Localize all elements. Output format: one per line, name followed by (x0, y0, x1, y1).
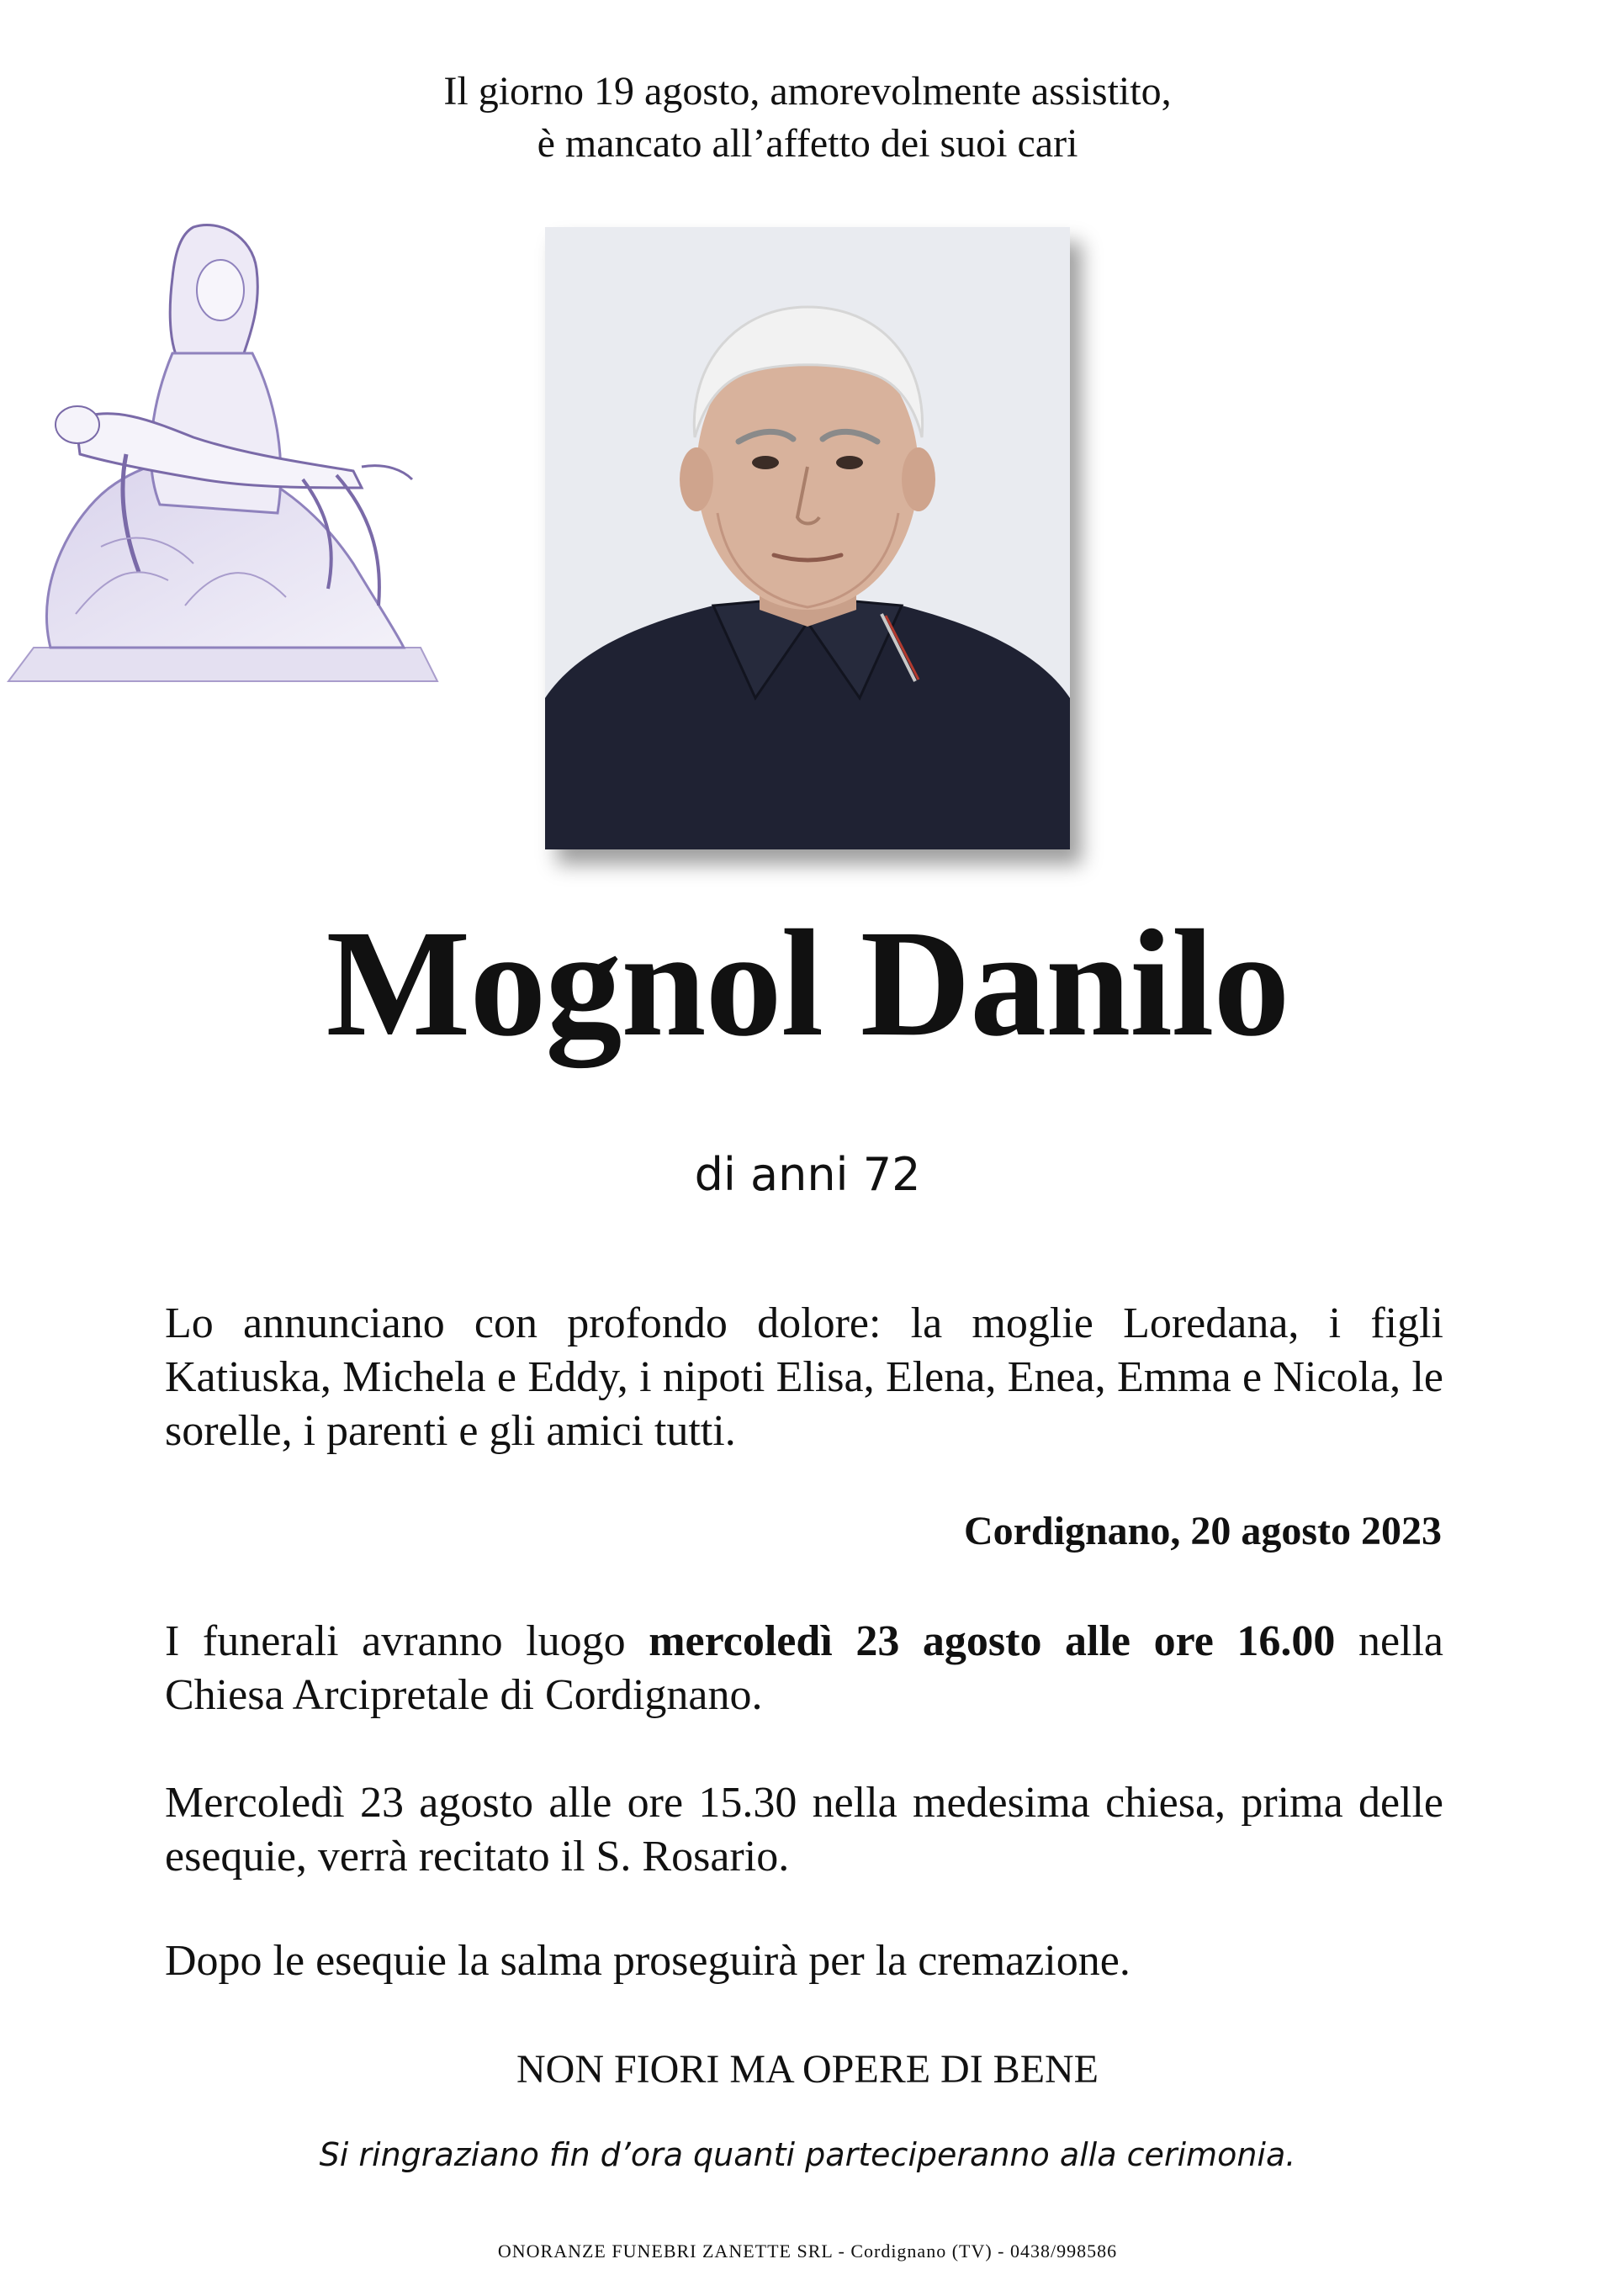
funeral-suffix: nella Chiesa Arcipretale di Cordignano. (165, 1617, 1444, 1719)
intro-line-2: è mancato all’affetto dei suoi cari (537, 121, 1078, 166)
intro-line-1: Il giorno 19 agosto, amorevolmente assistito, (443, 69, 1172, 114)
funeral-home-footer: ONORANZE FUNEBRI ZANETTE SRL - Cordignano (TV) - 0438/998586 (497, 2240, 1118, 2262)
announcement-paragraph: Lo annunciano con profondo dolore: la moglie Loredana, i figli Katiuska, Michela e Eddy, i nipoti Elisa, Elena, Enea, Emma e Nicola, le sorelle, i parenti e gli amici tutti. (165, 1299, 1443, 1455)
no-flowers-note: NON FIORI MA OPERE DI BENE (516, 2047, 1099, 2092)
portrait-photo (545, 227, 1070, 849)
cremation-paragraph: Dopo le esequie la salma proseguirà per la cremazione. (165, 1937, 1130, 1985)
funeral-datetime: mercoledì 23 agosto alle ore 16.00 (649, 1617, 1336, 1665)
place-date: Cordignano, 20 agosto 2023 (963, 1509, 1442, 1553)
pieta-illustration (0, 210, 458, 706)
funeral-paragraph (165, 1615, 1443, 1722)
funeral-prefix: I funerali avranno luogo (165, 1617, 649, 1665)
deceased-age: di anni 72 (694, 1148, 921, 1201)
pieta-artwork (0, 210, 458, 706)
intro-text (0, 66, 1615, 170)
portrait-illustration (545, 227, 1070, 849)
rosary-paragraph: Mercoledì 23 agosto alle ore 15.30 nella medesima chiesa, prima delle esequie, verrà recitato il S. Rosario. (165, 1779, 1443, 1881)
thanks-note: Si ringraziano fin d’ora quanti parteciperanno alla cerimonia. (319, 2136, 1296, 2173)
deceased-name: Mognol Danilo (326, 899, 1289, 1068)
